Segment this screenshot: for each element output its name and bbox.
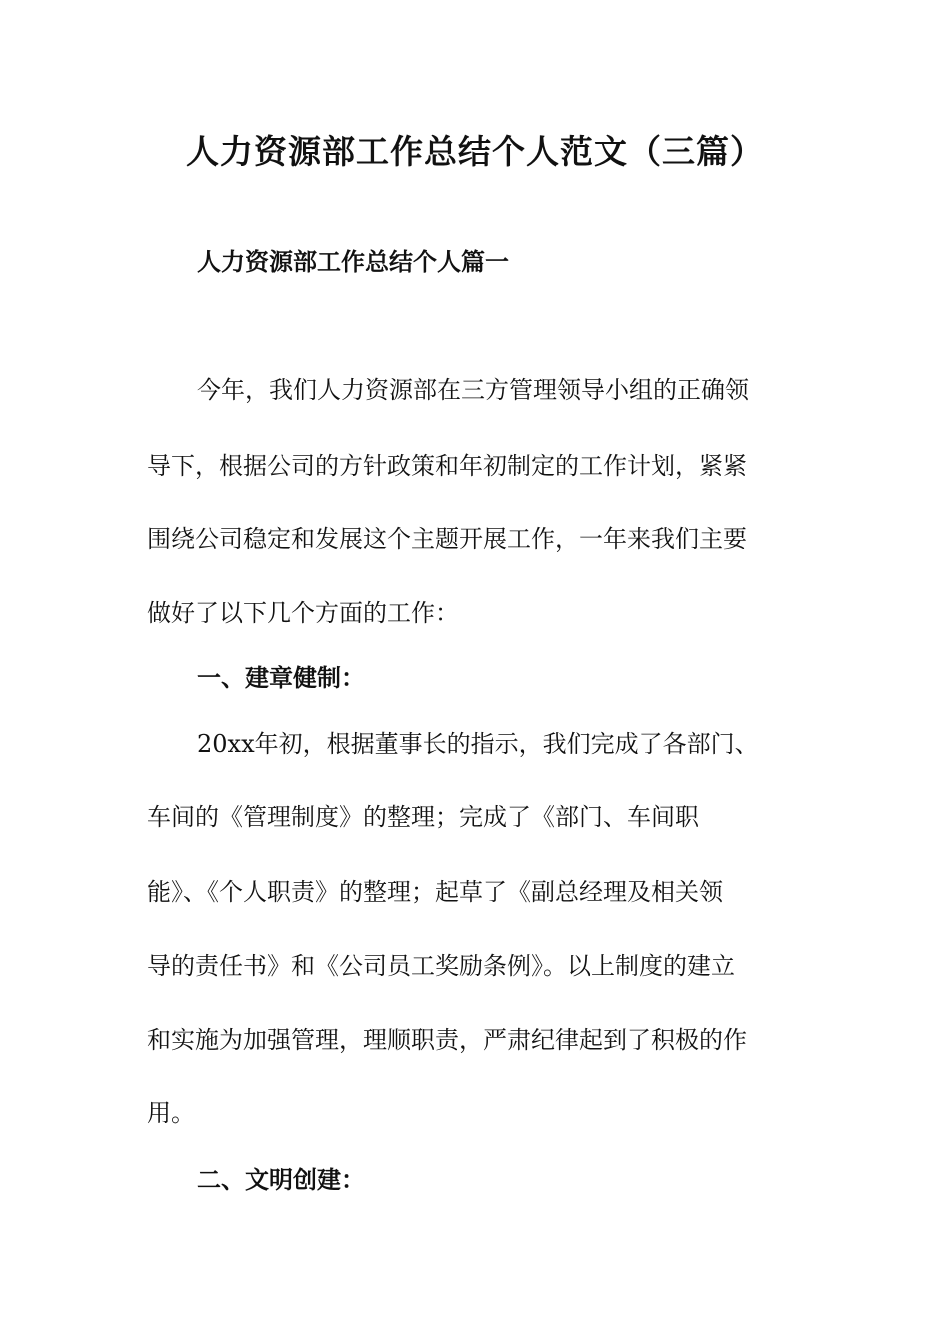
- section-heading: 人力资源部工作总结个人篇一: [197, 248, 509, 276]
- paragraph-line: 围绕公司稳定和发展这个主题开展工作，一年来我们主要: [147, 525, 747, 553]
- paragraph-line: 今年，我们人力资源部在三方管理领导小组的正确领: [197, 376, 749, 404]
- subheading-civilization: 二、文明创建：: [197, 1166, 365, 1194]
- paragraph-line: 导的责任书》和《公司员工奖励条例》。以上制度的建立: [147, 952, 735, 980]
- paragraph-line: 用。: [147, 1099, 195, 1127]
- subheading-rules: 一、建章健制：: [197, 664, 365, 692]
- paragraph-line: 和实施为加强管理，理顺职责，严肃纪律起到了积极的作: [147, 1026, 747, 1054]
- document-title: 人力资源部工作总结个人范文（三篇）: [186, 132, 764, 171]
- paragraph-line: 导下，根据公司的方针政策和年初制定的工作计划，紧紧: [147, 452, 747, 480]
- paragraph-line: 车间的《管理制度》的整理；完成了《部门、车间职: [147, 803, 699, 831]
- paragraph-line: 能》、《个人职责》的整理；起草了《副总经理及相关领: [147, 878, 723, 906]
- paragraph-line: 做好了以下几个方面的工作：: [147, 599, 459, 627]
- paragraph-line: 20xx年初，根据董事长的指示，我们完成了各部门、: [197, 730, 759, 758]
